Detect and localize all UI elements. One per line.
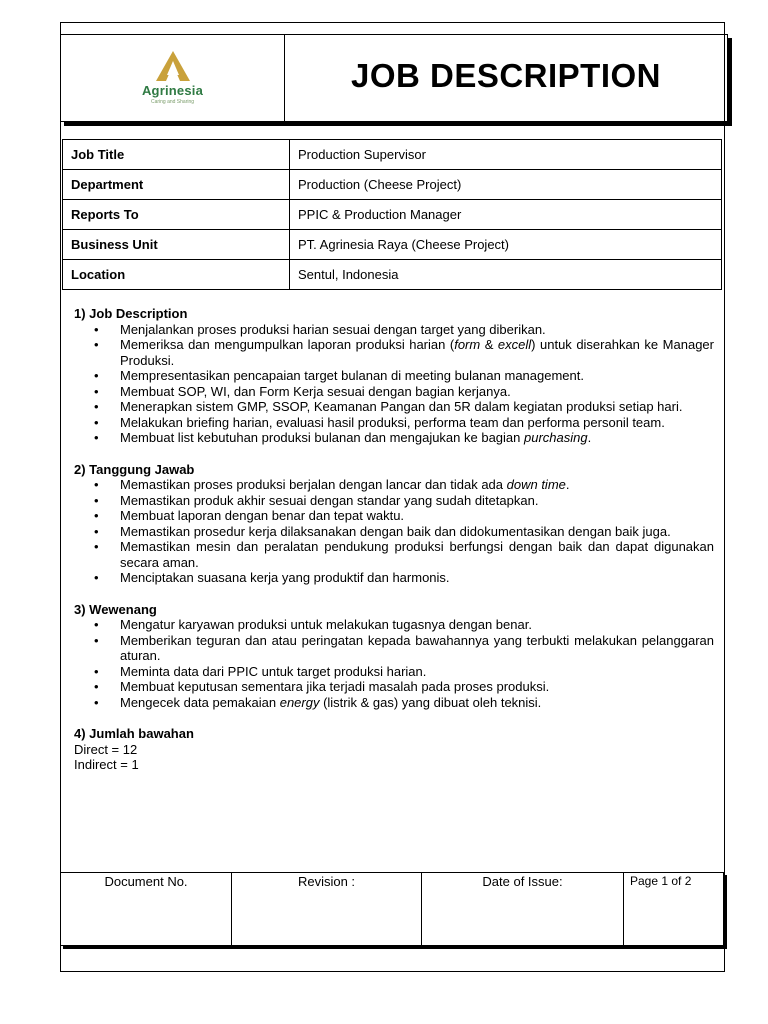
list-item: • Membuat keputusan sementara jika terjadi masalah pada proses produksi.: [120, 679, 714, 695]
list-item: • Mempresentasikan pencapaian target bulanan di meeting bulanan management.: [120, 368, 714, 384]
job-info-table: [62, 139, 722, 290]
info-label: Business Unit: [63, 230, 290, 260]
section-heading: 3) Wewenang: [74, 601, 157, 617]
info-row-job-title: [63, 140, 722, 170]
list-item: • Memastikan proses produksi berjalan dengan lancar dan tidak ada down time.: [120, 477, 714, 493]
list-item: • Membuat laporan dengan benar dan tepat waktu.: [120, 508, 714, 524]
list-item: • Melakukan briefing harian, evaluasi hasil produksi, performa team dan performa personil team.: [120, 415, 714, 431]
info-row-reports-to: [63, 200, 722, 230]
info-label: Job Title: [63, 140, 290, 170]
info-value: Production (Cheese Project): [290, 170, 722, 200]
info-row-department: [63, 170, 722, 200]
footer-page-number: Page 1 of 2: [630, 874, 692, 888]
info-label: Reports To: [63, 200, 290, 230]
list-item: • Menciptakan suasana kerja yang produktif dan harmonis.: [120, 570, 714, 586]
logo-mark-icon: [156, 51, 190, 81]
info-value: Sentul, Indonesia: [290, 260, 722, 290]
footer-date-of-issue: Date of Issue:: [422, 873, 624, 945]
info-label: Department: [63, 170, 290, 200]
footer-document-no: Document No.: [61, 873, 232, 945]
section-tanggung-jawab: [74, 462, 714, 586]
title-cell: [285, 35, 727, 121]
list-item: • Mengecek data pemakaian energy (listrik & gas) yang dibuat oleh teknisi.: [120, 695, 714, 711]
info-label: Location: [63, 260, 290, 290]
page-title: JOB DESCRIPTION: [350, 57, 662, 94]
list-item: • Memastikan produk akhir sesuai dengan standar yang sudah ditetapkan.: [120, 493, 714, 509]
section-heading: 2) Tanggung Jawab: [74, 461, 195, 477]
info-value: Production Supervisor: [290, 140, 722, 170]
list-item: • Memastikan prosedur kerja dilaksanakan dengan baik dan didokumentasikan dengan baik juga.: [120, 524, 714, 540]
info-value: PPIC & Production Manager: [290, 200, 722, 230]
footer-revision: Revision :: [232, 873, 422, 945]
bullet-list: [74, 322, 714, 446]
info-row-location: [63, 260, 722, 290]
document-body: [74, 306, 714, 789]
section-job-description: [74, 306, 714, 446]
list-item: • Mengatur karyawan produksi untuk melakukan tugasnya dengan benar.: [120, 617, 714, 633]
section-jumlah-bawahan: [74, 726, 714, 773]
logo-cell: [61, 35, 285, 121]
logo-tagline: Caring and Sharing: [150, 99, 195, 105]
info-value: PT. Agrinesia Raya (Cheese Project): [290, 230, 722, 260]
agrinesia-logo: [127, 42, 219, 114]
list-item: • Membuat list kebutuhan produksi bulanan dan mengajukan ke bagian purchasing.: [120, 430, 714, 446]
list-item: • Menjalankan proses produksi harian sesuai dengan target yang diberikan.: [120, 322, 714, 338]
bullet-list: [74, 477, 714, 586]
section-heading: 4) Jumlah bawahan: [74, 726, 194, 741]
list-item: • Meminta data dari PPIC untuk target produksi harian.: [120, 664, 714, 680]
list-item: • Memberikan teguran dan atau peringatan kepada bawahannya yang terbukti melakukan pelanggaran aturan.: [120, 633, 714, 664]
direct-count: Direct = 12: [74, 741, 138, 757]
list-item: • Menerapkan sistem GMP, SSOP, Keamanan Pangan dan 5R dalam kegiatan produksi setiap hari.: [120, 399, 714, 415]
list-item: • Memastikan mesin dan peralatan pendukung produksi berfungsi dengan baik dan dapat digunakan secara aman.: [120, 539, 714, 570]
section-wewenang: [74, 602, 714, 711]
indirect-count: Indirect = 1: [74, 757, 139, 772]
list-item: • Memeriksa dan mengumpulkan laporan produksi harian (form & excell) untuk diserahkan ke Manager Produksi.: [120, 337, 714, 368]
section-heading: 1) Job Description: [74, 306, 188, 321]
bullet-list: [74, 617, 714, 710]
document-footer: [60, 872, 724, 946]
info-row-business-unit: [63, 230, 722, 260]
logo-text: Agrinesia: [141, 83, 204, 98]
document-header: [60, 34, 728, 122]
list-item: • Membuat SOP, WI, dan Form Kerja sesuai dengan bagian kerjanya.: [120, 384, 714, 400]
